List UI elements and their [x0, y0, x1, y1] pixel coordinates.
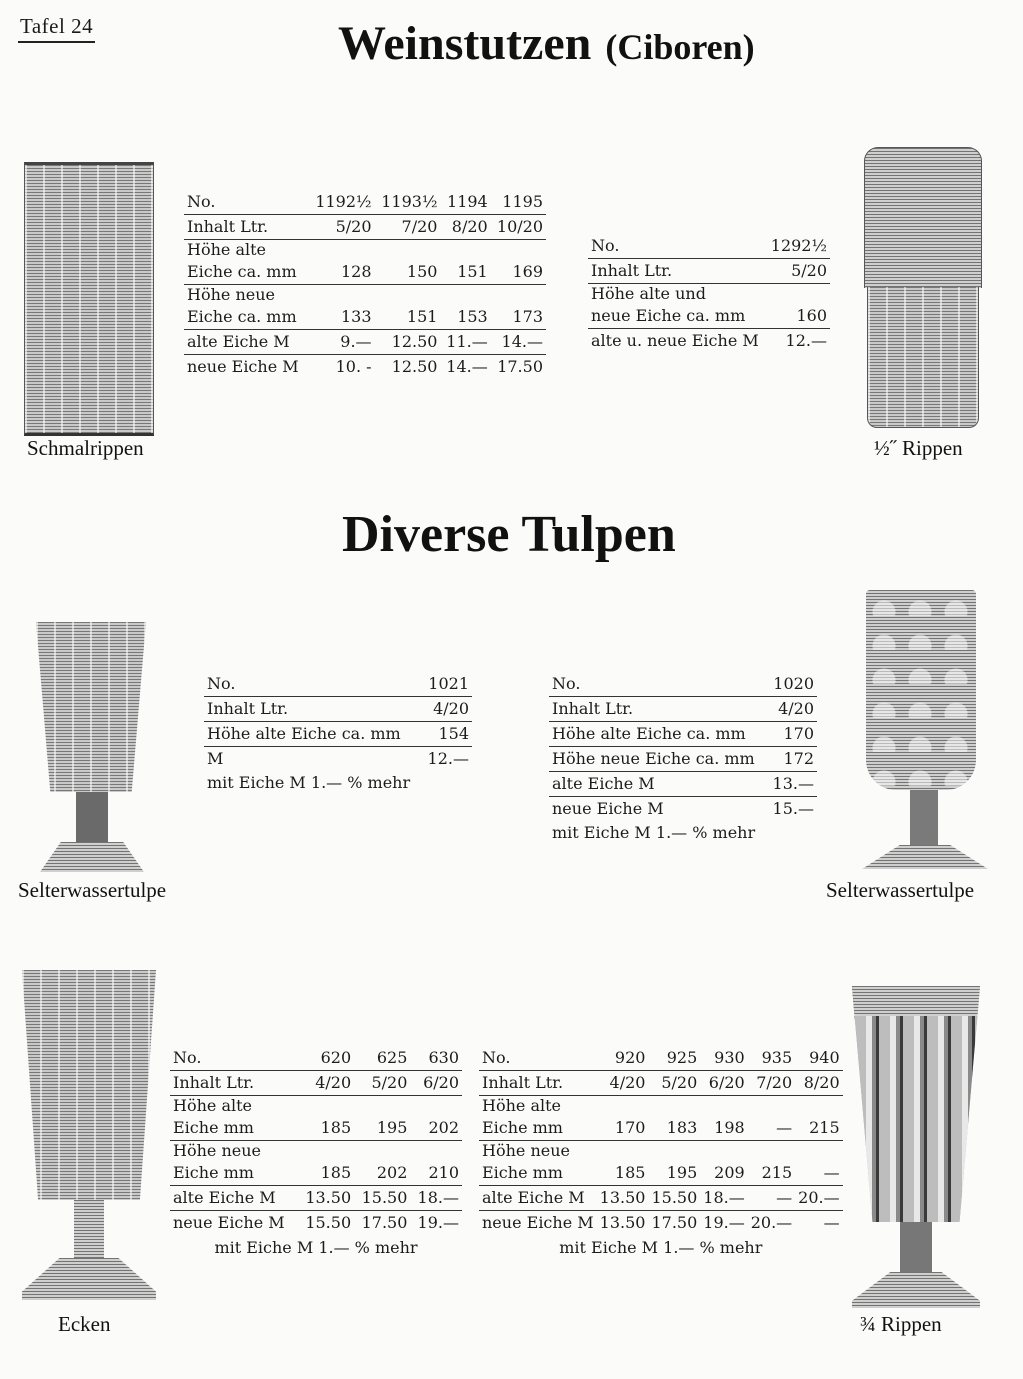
- table-row: neue Eiche ca. mm 160: [588, 304, 830, 329]
- table-row: No. 1192½ 1193½ 1194 1195: [184, 190, 546, 215]
- table-row: alte u. neue Eiche M 12.—: [591, 331, 827, 350]
- halb-rippen-glass-illustration: [864, 147, 980, 429]
- table-row: mit Eiche M 1.— % mehr: [214, 1238, 418, 1257]
- table-row: neue Eiche M 13.50 17.50 19.— 20.— —: [482, 1213, 840, 1232]
- table-row: Inhalt Ltr. 4/20: [549, 697, 817, 722]
- plate-label: Tafel 24: [18, 14, 95, 43]
- table-row: Höhe alte Eiche ca. mm 170: [549, 722, 817, 747]
- table-row: mit Eiche M 1.— % mehr: [559, 1238, 763, 1257]
- table-row: Inhalt Ltr. 4/20 5/20 6/20: [170, 1071, 462, 1096]
- table-row: No. 1020: [549, 672, 817, 697]
- caption-schmalrippen: Schmalrippen: [27, 436, 144, 460]
- section-title-main: Weinstutzen: [338, 17, 592, 70]
- table-row: Inhalt Ltr. 4/20 5/20 6/20 7/20 8/20: [479, 1071, 843, 1096]
- table-row: Höhe neue: [482, 1141, 570, 1160]
- table-weinstutzen-a: [184, 190, 546, 379]
- table-row: Eiche ca. mm 133 151 153 173: [184, 305, 546, 330]
- table-row: alte Eiche M 9.— 12.50 11.— 14.—: [184, 330, 546, 355]
- table-tulpe-1020: [549, 672, 817, 845]
- table-rippen-3-4: [479, 1046, 843, 1260]
- table-row: Höhe neue: [187, 285, 275, 304]
- table-row: Eiche ca. mm 128 150 151 169: [184, 260, 546, 285]
- table-row: neue Eiche M 15.50 17.50 19.—: [173, 1213, 459, 1232]
- table-row: No. 620 625 630: [170, 1046, 462, 1071]
- table-row: Höhe neue Eiche ca. mm 172: [549, 747, 817, 772]
- section-title-sub: (Ciboren): [605, 27, 755, 67]
- table-row: Inhalt Ltr. 5/20: [588, 259, 830, 284]
- table-row: Höhe alte: [482, 1096, 561, 1115]
- table-row: alte Eiche M 13.50 15.50 18.— — 20.—: [479, 1186, 843, 1211]
- table-row: Höhe alte: [187, 240, 266, 259]
- table-row: Höhe alte: [173, 1096, 252, 1115]
- table-row: neue Eiche M 10. - 12.50 14.— 17.50: [187, 357, 543, 376]
- table-row: No. 920 925 930 935 940: [479, 1046, 843, 1071]
- table-row: Höhe alte und: [591, 284, 706, 303]
- selterwassertulpe-left-illustration: [36, 622, 148, 874]
- table-weinstutzen-b: [588, 234, 830, 353]
- table-row: Eiche mm 185 195 202: [170, 1116, 462, 1141]
- schmalrippen-glass-illustration: [24, 162, 154, 436]
- table-row: Höhe alte Eiche ca. mm 154: [204, 722, 472, 747]
- table-row: neue Eiche M 15.—: [552, 799, 814, 818]
- table-row: Inhalt Ltr. 4/20: [204, 697, 472, 722]
- section-title-diverse-tulpen: Diverse Tulpen: [342, 506, 676, 563]
- row-label: No.: [184, 190, 309, 215]
- section-title-weinstutzen: [338, 16, 755, 71]
- table-row: Inhalt Ltr. 5/20 7/20 8/20 10/20: [184, 215, 546, 240]
- table-row: Eiche mm 185 202 210: [170, 1161, 462, 1186]
- ecken-glass-illustration: [22, 970, 156, 1310]
- table-row: Eiche mm 170 183 198 — 215: [479, 1116, 843, 1141]
- caption-dreiviertel-rippen: ¾ Rippen: [860, 1312, 942, 1336]
- table-row: alte Eiche M 13.—: [549, 772, 817, 797]
- table-row: mit Eiche M 1.— % mehr: [207, 773, 411, 792]
- table-row: M 12.—: [207, 749, 469, 768]
- table-row: No. 1021: [204, 672, 472, 697]
- table-row: No. 1292½: [588, 234, 830, 259]
- table-tulpe-1021: [204, 672, 472, 795]
- table-row: Höhe neue: [173, 1141, 261, 1160]
- table-row: Eiche mm 185 195 209 215 —: [479, 1161, 843, 1186]
- caption-halb-rippen: ½˝ Rippen: [874, 436, 963, 460]
- selterwassertulpe-right-illustration: [862, 590, 990, 874]
- caption-selterwassertulpe-right: Selterwassertulpe: [826, 878, 975, 902]
- table-row: alte Eiche M 13.50 15.50 18.—: [170, 1186, 462, 1211]
- caption-selterwassertulpe-left: Selterwassertulpe: [18, 878, 167, 902]
- dreiviertel-rippen-glass-illustration: [852, 986, 980, 1310]
- table-row: mit Eiche M 1.— % mehr: [552, 823, 756, 842]
- caption-ecken: Ecken: [58, 1312, 111, 1336]
- table-ecken: [170, 1046, 462, 1260]
